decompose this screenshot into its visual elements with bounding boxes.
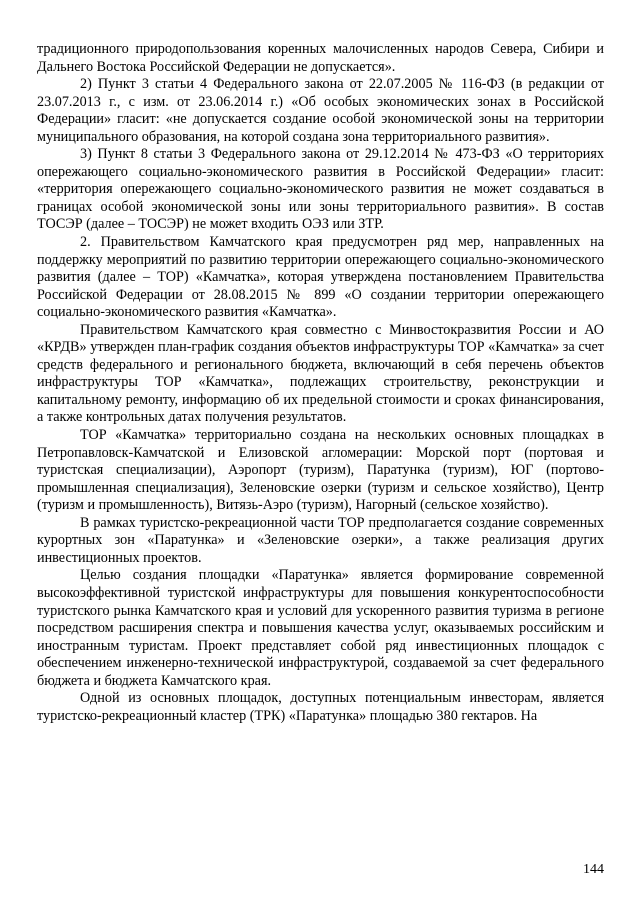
paragraph-3: 3) Пункт 8 статьи 3 Федерального закона от 29.12.2014 № 473-ФЗ «О территориях опережающего социально-экономического развития в Российской Федерации» гласит: «территория опережающего социально-экономического развития не может создаваться в границах особой экономической зоны или зоны территориального развития». В состав ТОСЭР (далее – ТОСЭР) не может входить ОЭЗ или ЗТР. bbox=[37, 146, 604, 233]
paragraph-9: Одной из основных площадок, доступных потенциальным инвесторам, является туристско-рекреационный кластер (ТРК) «Паратунка» площадью 380 гектаров. На bbox=[37, 690, 604, 724]
document-body bbox=[37, 41, 604, 725]
paragraph-6: ТОР «Камчатка» территориально создана на нескольких основных площадках в Петропавловск-Камчатской и Елизовской агломерации: Морской порт (портовая и туристская специализации), Аэропорт (туризм), Паратунка (туризм), ЮГ (портово-промышленная специализация), Зеленовские озерки (туризм и сельское хозяйство), Центр (туризм и промышленность), Витязь-Аэро (туризм), Нагорный (сельское хозяйство). bbox=[37, 427, 604, 514]
paragraph-2: 2) Пункт 3 статьи 4 Федерального закона от 22.07.2005 № 116-ФЗ (в редакции от 23.07.2013 г., с изм. от 23.06.2014 г.) «Об особых экономических зонах в Российской Федерации» гласит: «не допускается создание особой экономической зоны на территории муниципального образования, на которой создана зона территориального развития». bbox=[37, 76, 604, 145]
paragraph-8: Целью создания площадки «Паратунка» является формирование современной высокоэффективной туристской инфраструктуры для повышения конкурентоспособности туристского рынка Камчатского края и условий для ускоренного развития туризма в регионе посредством расширения спектра и повышения качества услуг, оказываемых российским и иностранным туристам. Проект представляет собой ряд инвестиционных площадок с обеспечением инженерно-технической инфраструктурой, создаваемой за счет федерального бюджета и бюджета Камчатского края. bbox=[37, 567, 604, 689]
paragraph-4: 2. Правительством Камчатского края предусмотрен ряд мер, направленных на поддержку мероприятий по развитию территории опережающего социально-экономического развития (далее – ТОР) «Камчатка», которая утверждена постановлением Правительства Российской Федерации от 28.08.2015 № 899 «О создании территории опережающего социально-экономического развития «Камчатка». bbox=[37, 234, 604, 321]
paragraph-1: традиционного природопользования коренных малочисленных народов Севера, Сибири и Дальнего Востока Российской Федерации не допускается». bbox=[37, 41, 604, 75]
paragraph-7: В рамках туристско-рекреационной части ТОР предполагается создание современных курортных зон «Паратунка» и «Зеленовские озерки», а также реализация других инвестиционных проектов. bbox=[37, 514, 604, 566]
paragraph-5: Правительством Камчатского края совместно с Минвостокразвития России и АО «КРДВ» утвержден план-график создания объектов инфраструктуры ТОР «Камчатка» за счет средств федерального и регионального бюджета, включающий в себя перечень объектов инфраструктуры ТОР «Камчатка», подлежащих строительству, реконструкции и капитальному ремонту, информацию об их предельной стоимости и сроках финансирования, а также контрольных датах получения результатов. bbox=[37, 321, 604, 426]
page-number: 144 bbox=[583, 862, 604, 877]
